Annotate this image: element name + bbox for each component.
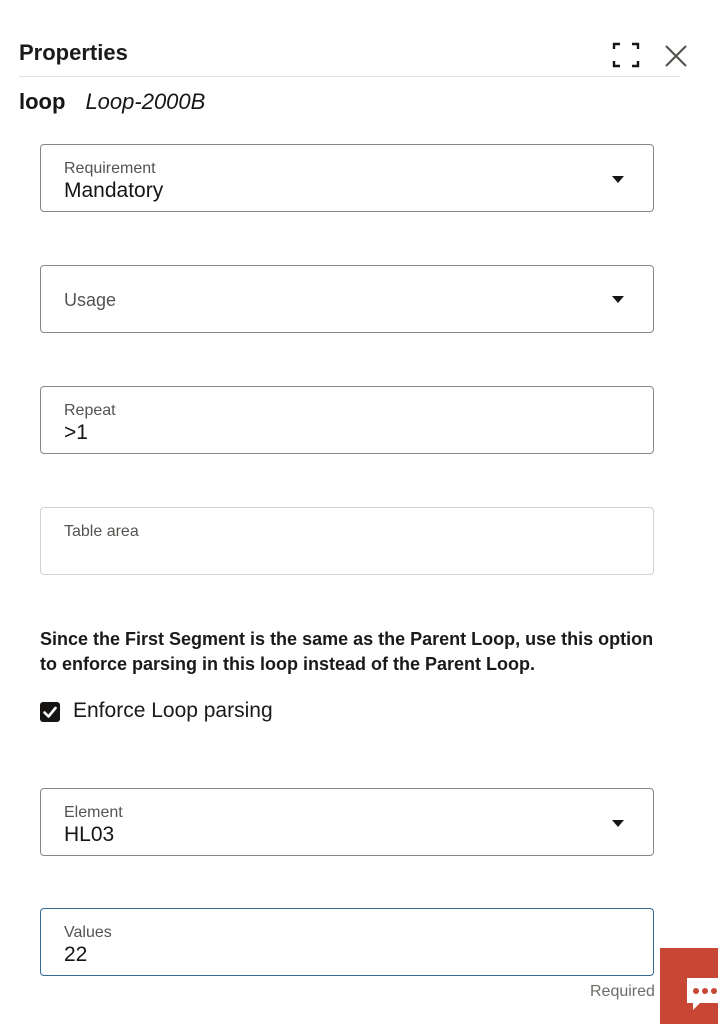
- values-input[interactable]: [40, 908, 654, 976]
- repeat-label: Repeat: [64, 402, 116, 419]
- close-icon: [662, 42, 690, 70]
- object-kind: loop: [19, 89, 66, 114]
- element-label: Element: [64, 804, 123, 821]
- checkbox-checked-icon: [40, 702, 60, 722]
- repeat-value: >1: [64, 421, 88, 444]
- values-label: Values: [64, 924, 112, 941]
- panel-title: Properties: [19, 40, 128, 65]
- chat-icon: [660, 948, 718, 1024]
- enforce-loop-parsing-label: Enforce Loop parsing: [73, 699, 273, 722]
- chevron-down-icon: [612, 296, 624, 303]
- usage-label: Usage: [64, 290, 117, 310]
- values-value: 22: [64, 943, 88, 966]
- expand-button[interactable]: [610, 40, 642, 70]
- enforce-note: Since the First Segment is the same as the Parent Loop, use this option to enforce parsing in this loop instead of the Parent Loop.: [40, 629, 654, 674]
- table-area-field: [40, 507, 654, 575]
- element-select[interactable]: [40, 788, 654, 856]
- chat-button[interactable]: [660, 948, 718, 1024]
- chevron-down-icon: [612, 176, 624, 183]
- chevron-down-icon: [612, 820, 624, 827]
- expand-icon: [610, 40, 642, 70]
- object-heading: [19, 89, 205, 115]
- table-area-label: Table area: [64, 523, 139, 540]
- usage-select[interactable]: [40, 265, 654, 333]
- object-name: Loop-2000B: [85, 89, 206, 114]
- required-hint: Required: [590, 983, 655, 1000]
- close-button[interactable]: [662, 42, 690, 70]
- requirement-select[interactable]: [40, 144, 654, 212]
- header-divider: [19, 76, 680, 77]
- panel-header: [0, 0, 718, 76]
- repeat-field[interactable]: [40, 386, 654, 454]
- requirement-value: Mandatory: [64, 179, 164, 202]
- requirement-label: Requirement: [64, 160, 156, 177]
- element-value: HL03: [64, 823, 115, 846]
